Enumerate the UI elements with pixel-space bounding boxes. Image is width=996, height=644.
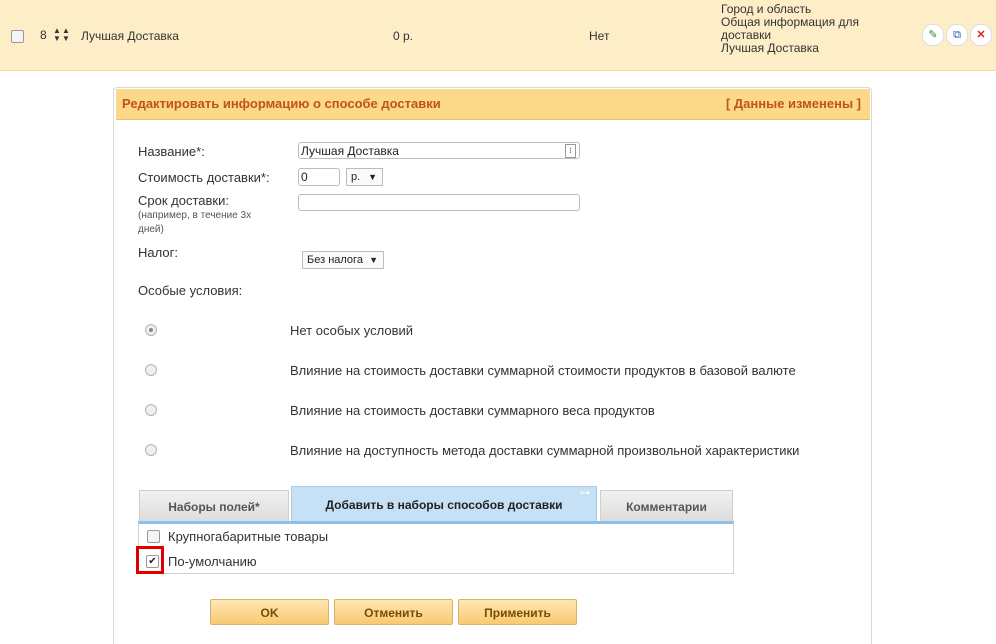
delete-icon[interactable]: ✕: [970, 24, 992, 46]
set-label: По-умолчанию: [168, 554, 257, 569]
set-label: Крупногабаритные товары: [168, 529, 329, 544]
ok-button[interactable]: OK: [210, 599, 329, 625]
tax-value: Без налога: [307, 254, 363, 266]
name-label: Название*:: [138, 144, 205, 159]
term-label: Срок доставки:: [138, 193, 229, 208]
tax-label: Налог:: [138, 245, 178, 260]
changes-status: [ Данные изменены ]: [725, 96, 861, 111]
condition-radio[interactable]: [145, 324, 157, 336]
row-select-checkbox[interactable]: [11, 30, 24, 43]
chevron-down-icon: ▼: [369, 255, 378, 265]
fieldset-line: Лучшая Доставка: [721, 41, 819, 55]
condition-radio[interactable]: [145, 364, 157, 376]
cost-input[interactable]: [298, 168, 340, 186]
field-lookup-icon[interactable]: ⁝: [565, 144, 576, 158]
row-number: 8: [40, 28, 47, 42]
edit-icon[interactable]: ✎: [922, 24, 944, 46]
condition-radio[interactable]: [145, 444, 157, 456]
row-name: Лучшая Доставка: [81, 29, 179, 43]
row-fieldsets: [721, 3, 859, 55]
condition-label: Влияние на стоимость доставки суммарного веса продуктов: [290, 403, 655, 418]
condition-label: Влияние на стоимость доставки суммарной стоимости продуктов в базовой валюте: [290, 363, 796, 378]
fieldset-line: доставки: [721, 28, 772, 42]
name-input-value: Лучшая Доставка: [301, 144, 399, 158]
pin-icon[interactable]: ⊶: [580, 488, 590, 499]
conditions-label: Особые условия:: [138, 283, 243, 298]
row-flag: Нет: [589, 29, 610, 43]
condition-label: Влияние на доступность метода доставки суммарной произвольной характеристики: [290, 443, 800, 458]
cancel-button[interactable]: Отменить: [334, 599, 453, 625]
condition-radio[interactable]: [145, 404, 157, 416]
tax-select[interactable]: [302, 251, 384, 269]
currency-value: р.: [351, 171, 361, 183]
tab-add-to-sets[interactable]: Добавить в наборы способов доставки: [291, 486, 597, 522]
set-checkbox[interactable]: [147, 530, 160, 543]
apply-button[interactable]: Применить: [458, 599, 577, 625]
tab-fieldsets[interactable]: Наборы полей*: [139, 490, 289, 522]
default-set-checkbox[interactable]: ✔: [146, 555, 159, 568]
panel-title: Редактировать информацию о способе доставки: [122, 96, 441, 111]
chevron-down-icon: ▼: [368, 172, 377, 182]
fieldset-line: Общая информация для: [721, 15, 859, 29]
currency-select[interactable]: [346, 168, 383, 186]
fieldset-line: Город и область: [721, 2, 812, 16]
tab-comments[interactable]: Комментарии: [600, 490, 733, 522]
term-hint: (например, в течение 3х дней): [138, 210, 252, 235]
term-input[interactable]: [298, 194, 580, 211]
copy-icon[interactable]: ⧉: [946, 24, 968, 46]
condition-label: Нет особых условий: [290, 323, 414, 338]
cost-label: Стоимость доставки*:: [138, 170, 270, 185]
cost-input-value: 0: [301, 170, 308, 184]
name-input[interactable]: [298, 142, 580, 159]
row-price: 0 р.: [393, 29, 414, 43]
sort-arrows-icon[interactable]: ▲ ▲ ▼ ▼: [53, 26, 70, 43]
